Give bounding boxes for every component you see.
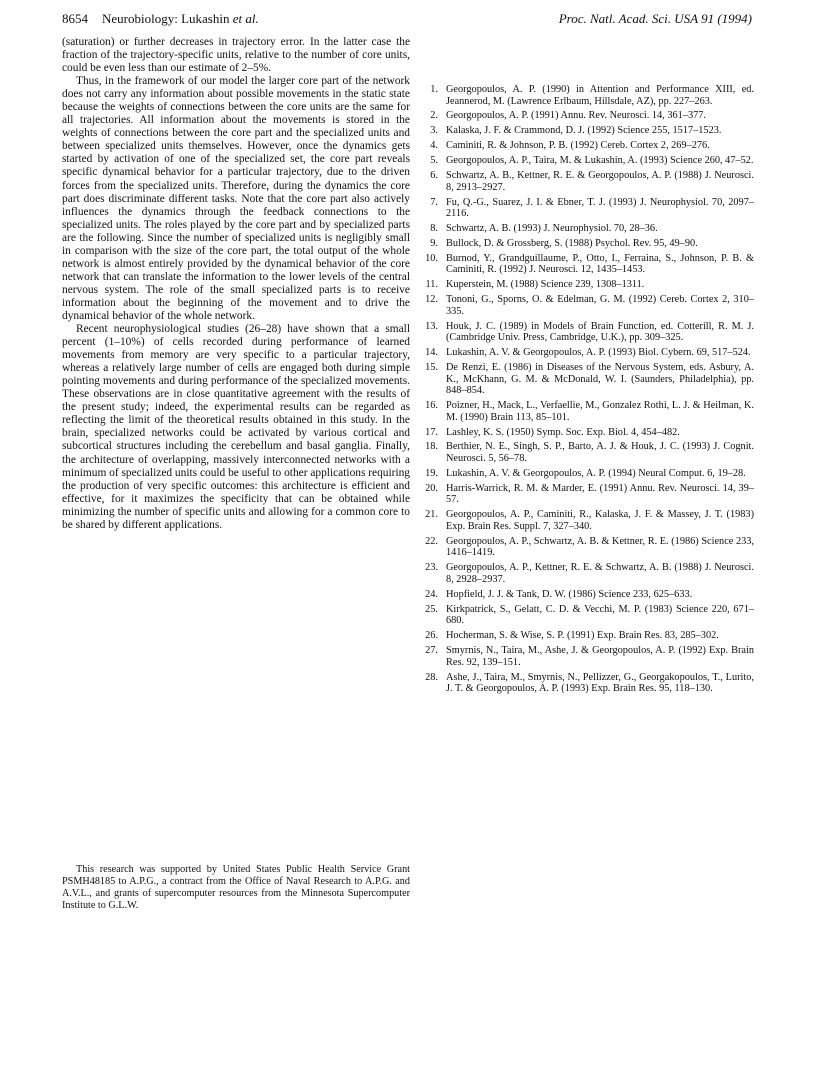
reference-text: Fu, Q.-G., Suarez, J. I. & Ebner, T. J. (1993) J. Neurophysiol. 70, 2097–2116.: [446, 196, 754, 220]
reference-item: [418, 441, 754, 464]
paragraph: Recent neurophysiological studies (26–28) have shown that a small percent (1–10%) of cells recorded during performance of learned movements from memory are very specific to a particular trajectory, whereas a relatively large number of cells are engaged both during simple pointing movements and during performance of the specialized movements. These observations are in close quantitative agreement with the results of the present study; indeed, the experimental results can be regarded as reflecting the limit of the theoretical results obtained in this study. In the brain, specialized networks could be activated by various cortical and subcortical structures including the cerebellum and basal ganglia. Finally, the architecture of overlapping, massively interconnected networks with a minimum of specialized units could be useful to other applications requiring the production of very specific outcomes: this architecture is efficient and effective, for it maximizes the specificity that can be obtained while minimizing the number of specific units and allowing for a common core to be shared by different applications.: [62, 323, 410, 531]
reference-item: [418, 125, 754, 137]
journal-citation: Proc. Natl. Acad. Sci. USA 91 (1994): [558, 11, 752, 26]
reference-text: Georgopoulos, A. P., Taira, M. & Lukashin, A. (1993) Science 260, 47–52.: [446, 155, 754, 167]
reference-item: [418, 536, 754, 559]
reference-number: 12.: [425, 294, 438, 306]
reference-text: Caminiti, R. & Johnson, P. B. (1992) Cereb. Cortex 2, 269–276.: [446, 140, 710, 152]
running-title: [102, 10, 259, 28]
reference-text: Hocherman, S. & Wise, S. P. (1991) Exp. Brain Res. 83, 285–302.: [446, 630, 719, 642]
reference-item: [418, 140, 754, 152]
reference-number: 7.: [430, 196, 438, 208]
reference-text: Kuperstein, M. (1988) Science 239, 1308–1311.: [446, 279, 645, 291]
reference-number: 15.: [425, 362, 438, 374]
reference-item: [418, 362, 754, 397]
reference-text: De Renzi, E. (1986) in Diseases of the Nervous System, eds. Asbury, A. K., McKhann, G. M. & McDonald, W. I. (Saunders, Philadelphia), pp. 848–854.: [446, 362, 754, 397]
acknowledgment-text: This research was supported by United States Public Health Service Grant PSMH48185 to A.P.G., a contract from the Office of Naval Research to A.P.G. and A.V.L., and grants of supercomputer resources from the Minnesota Supercomputer Institute to G.L.W.: [62, 864, 410, 912]
reference-number: 28.: [425, 671, 438, 683]
reference-text: Kirkpatrick, S., Gelatt, C. D. & Vecchi, M. P. (1983) Science 220, 671–680.: [446, 603, 754, 627]
reference-item: [418, 509, 754, 532]
reference-number: 13.: [425, 320, 438, 332]
reference-number: 16.: [425, 400, 438, 412]
reference-item: [418, 645, 754, 668]
reference-text: Burnod, Y., Grandguillaume, P., Otto, I., Ferraina, S., Johnson, P. B. & Caminiti, R. (1992) J. Neurosci. 12, 1435–1453.: [446, 252, 754, 276]
reference-number: 20.: [425, 482, 438, 494]
reference-number: 17.: [425, 426, 438, 438]
reference-text: Schwartz, A. B., Kettner, R. E. & Georgopoulos, A. P. (1988) J. Neurosci. 8, 2913–2927.: [446, 170, 754, 193]
reference-text: Georgopoulos, A. P., Schwartz, A. B. & Kettner, R. E. (1986) Science 233, 1416–1419.: [446, 535, 754, 559]
reference-text: Lukashin, A. V. & Georgopoulos, A. P. (1994) Neural Comput. 6, 19–28.: [446, 467, 746, 479]
reference-number: 3.: [430, 125, 438, 137]
reference-item: [418, 279, 754, 291]
reference-number: 18.: [425, 441, 438, 453]
reference-text: Kalaska, J. F. & Crammond, D. J. (1992) Science 255, 1517–1523.: [446, 125, 722, 137]
reference-item: [418, 170, 754, 193]
reference-text: Hopfield, J. J. & Tank, D. W. (1986) Science 233, 625–633.: [446, 588, 693, 600]
reference-number: 10.: [425, 252, 438, 264]
reference-item: [418, 672, 754, 695]
reference-number: 14.: [425, 347, 438, 359]
reference-item: [418, 400, 754, 423]
reference-number: 19.: [425, 467, 438, 479]
paragraph: Thus, in the framework of our model the larger core part of the network does not carry any information about possible movements in the static state because the weights of connections between the core units are the same for all trajectories. All information about the movements is stored in the weights of connections between the core part and the specialized units and between specialized units themselves. However, once the dynamics gets started by activation of one of the specialized set, the core part reveals specific dynamical behavior for a particular trajectory, due to the driven forces from the specialized units. Therefore, during the dynamics the core part does discriminate different tasks. Note that the core part also actively influences the dynamics through the feedback connections to the specialized units. The roles played by the core part and by specialized parts are the following. Since the number of specialized units is negligibly small in comparison with the size of the core part, the total output of the whole network is almost entirely provided by the dynamical behavior of the core network that can translate the information to the lower levels of the central nervous system. The role of the small specialized parts is to receive information about the beginning of the movement and to drive the dynamical behavior of the whole network.: [62, 75, 410, 322]
reference-text: Bullock, D. & Grossberg, S. (1988) Psychol. Rev. 95, 49–90.: [446, 237, 698, 249]
reference-item: [418, 294, 754, 317]
page-header: [62, 10, 752, 28]
reference-number: 9.: [430, 237, 438, 249]
reference-text: Smyrnis, N., Taira, M., Ashe, J. & Georgopoulos, A. P. (1992) Exp. Brain Res. 92, 139–151.: [446, 645, 754, 668]
reference-number: 23.: [425, 562, 438, 574]
reference-item: [418, 604, 754, 627]
reference-text: Lukashin, A. V. & Georgopoulos, A. P. (1993) Biol. Cybern. 69, 517–524.: [446, 347, 751, 359]
reference-item: [418, 483, 754, 506]
reference-text: Schwartz, A. B. (1993) J. Neurophysiol. 70, 28–36.: [446, 223, 658, 235]
reference-item: [418, 84, 754, 107]
reference-item: [418, 347, 754, 359]
reference-text: Tononi, G., Sporns, O. & Edelman, G. M. (1992) Cereb. Cortex 2, 310–335.: [446, 294, 754, 317]
reference-item: [418, 253, 754, 276]
reference-number: 6.: [430, 170, 438, 182]
reference-text: Georgopoulos, A. P. (1991) Annu. Rev. Neurosci. 14, 361–377.: [446, 110, 706, 122]
reference-item: [418, 321, 754, 344]
reference-number: 27.: [425, 645, 438, 657]
reference-number: 5.: [430, 155, 438, 167]
reference-number: 4.: [430, 140, 438, 152]
reference-item: [418, 197, 754, 220]
reference-number: 2.: [430, 110, 438, 122]
reference-text: Houk, J. C. (1989) in Models of Brain Function, ed. Cotterill, R. M. J. (Cambridge Univ. Press, Cambridge, U.K.), pp. 309–325.: [446, 320, 754, 344]
reference-text: Poizner, H., Mack, L., Verfaellie, M., Gonzalez Rothi, L. J. & Heilman, K. M. (1990) Brain 113, 85–101.: [446, 400, 754, 423]
references-list: [418, 84, 754, 698]
reference-number: 8.: [430, 223, 438, 235]
reference-item: [418, 110, 754, 122]
page-number: 8654: [62, 11, 88, 26]
reference-number: 24.: [425, 588, 438, 600]
reference-number: 1.: [430, 84, 438, 95]
reference-number: 26.: [425, 630, 438, 642]
reference-number: 25.: [425, 603, 438, 615]
reference-number: 22.: [425, 535, 438, 547]
reference-text: Harris-Warrick, R. M. & Marder, E. (1991) Annu. Rev. Neurosci. 14, 39–57.: [446, 482, 754, 506]
acknowledgment: [62, 864, 410, 912]
reference-number: 11.: [425, 279, 438, 291]
reference-item: [418, 630, 754, 642]
reference-item: [418, 589, 754, 601]
body-text-column: [62, 36, 410, 532]
paragraph: (saturation) or further decreases in trajectory error. In the latter case the fraction of the trajectory-specific units, relative to the number of core units, could be even less than our estimate of 2–5%.: [62, 36, 410, 75]
reference-item: [418, 427, 754, 439]
reference-text: Georgopoulos, A. P., Caminiti, R., Kalaska, J. F. & Massey, J. T. (1983) Exp. Brain Res. Suppl. 7, 327–340.: [446, 509, 754, 532]
reference-number: 21.: [425, 509, 438, 521]
reference-text: Berthier, N. E., Singh, S. P., Barto, A. J. & Houk, J. C. (1993) J. Cognit. Neurosci. 5, 56–78.: [446, 441, 754, 465]
reference-item: [418, 155, 754, 167]
reference-item: [418, 238, 754, 250]
reference-text: Georgopoulos, A. P., Kettner, R. E. & Schwartz, A. B. (1988) J. Neurosci. 8, 2928–2937.: [446, 562, 754, 585]
reference-item: [418, 562, 754, 585]
reference-text: Lashley, K. S. (1950) Symp. Soc. Exp. Biol. 4, 454–482.: [446, 426, 680, 438]
reference-text: Ashe, J., Taira, M., Smyrnis, N., Pellizzer, G., Georgakopoulos, T., Lurito, J. T. & Georgopoulos, A. P. (1993) Exp. Brain Res. 95, 118–130.: [446, 671, 754, 695]
reference-item: [418, 223, 754, 235]
reference-text: Georgopoulos, A. P. (1990) in Attention and Performance XIII, ed. Jeannerod, M. (Lawrence Erlbaum, Hillsdale, AZ), pp. 227–263.: [446, 84, 754, 107]
reference-item: [418, 468, 754, 480]
running-title-etal: et al.: [232, 11, 259, 26]
running-title-text: Neurobiology: Lukashin: [102, 11, 233, 26]
